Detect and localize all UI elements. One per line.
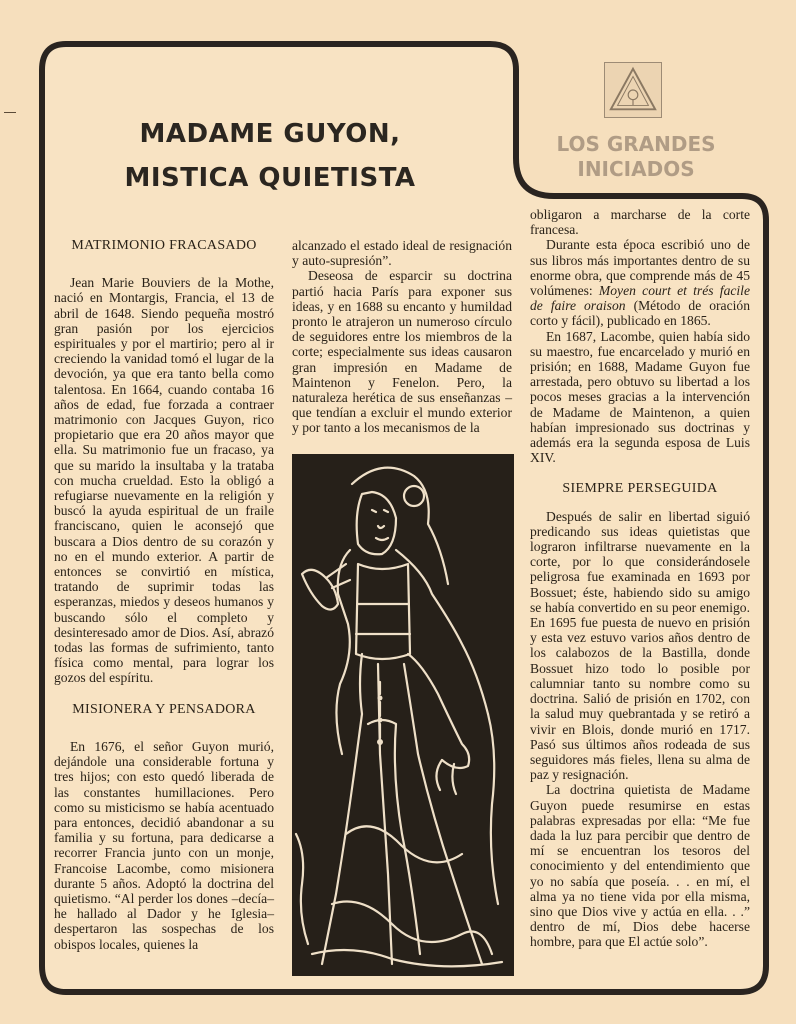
series-line-2: INICIADOS — [577, 157, 695, 181]
section-heading-siempre: SIEMPRE PERSEGUIDA — [562, 481, 718, 497]
column-2-paragraph-1: alcanzado el estado ideal de resignación y auto-supresión”. — [292, 238, 512, 269]
section-heading-matrimonio: MATRIMONIO FRACASADO — [71, 238, 257, 253]
article-title — [100, 112, 440, 200]
title-line-1: MADAME GUYON, — [139, 119, 401, 149]
margin-mark — [4, 112, 16, 113]
book-title: Moyen court et trés facile de faire oraison — [530, 283, 750, 314]
woodcut-illustration — [292, 454, 514, 976]
section-2-paragraph-1: En 1676, el señor Guyon murió, dejándole una considerable fortuna y tres hijos; con esto quedó liberada de las constantes humillaciones. Pero como su misticismo se había acentuado para entonces, decidió abandonar a su familia y su fortuna, para dedicarse a recorrer Francia junto con un monje, Francoise Lacombe, como misionera durante 5 años. Adoptó la doctrina del quietismo. “Al perder los dones –decía– he hallado al Dador y he Iglesia– despertaron las sospechas de los obispos locales, quienes la — [54, 738, 274, 952]
section-1-paragraph-1: Jean Marie Bouviers de la Mothe, nació en Montargis, Francia, el 13 de abril de 1648. Siendo pequeña mostró gran pasión por los ejercicios espirituales y por el martirio; pero al ir creciendo la vanidad tomó el lugar de la devoción, ya que era tanto bella como talentosa. En 1664, cuando contaba 16 años de edad, fue forzada a contraer matrimonio con Jacques Guyon, rico propietario que era 20 años mayor que ella. Su matrimonio fue un fracaso, ya que su marido la insultaba y la trataba con mucha crueldad. Esto la obligó a refugiarse nuevamente en la religión y buscó la ayuda espiritual de un fraile franciscano, quien le aconsejó que buscara a Dios dentro de su corazón y no en el mundo exterior. A partir de entonces se convirtió en mística, tratando de suprimir todas las esperanzas, miedos y deseos humanos y buscando sólo el completo y desinteresado amor de Dios. Así, abrazó todas las formas de sufrimiento, tanto física como mental, para lograr los gozos del espíritu. — [54, 275, 274, 686]
paragraph-text: Durante esta época escribió uno de sus libros más importantes dentro de su enorme obra, que comprende más de 45 volúmenes: — [530, 237, 750, 299]
section-heading-misionera: MISIONERA Y PENSADORA — [72, 701, 256, 717]
column-3-paragraph-1: obligaron a marcharse de la corte francesa. — [530, 207, 750, 238]
column-1 — [54, 238, 274, 952]
column-2 — [292, 238, 512, 436]
paragraph-text: (Método de oración corto y fácil), publicado en 1865. — [530, 298, 750, 329]
section-3-paragraph-1: Después de salir en libertad siguió predicando sus ideas quietistas que lograron infiltrarse nuevamente en la corte, por lo que considerándosele peligrosa fue examinada en 1693 por Bossuet; éste, habiendo sido su amigo se había convertido en su peor enemigo. En 1695 fue puesta de nuevo en prisión y esta vez estuvo varios años dentro de los calabozos de la Bastilla, donde Bossuet hizo todo lo posible por calumniar tanto su nombre como su doctrina. Salió de prisión en 1702, con la salud muy quebrantada y se retiró a vivir en Blois, donde murió en 1717. Pasó sus últimos años rodeada de sus seguidores más fieles, llena su alma de paz y resignación. — [530, 508, 750, 783]
section-3-paragraph-2: La doctrina quietista de Madame Guyon puede resumirse en estas palabras expresadas por ella: “Me fue dada la luz para percibir que dentro de mí se encuentran los tesoros del conocimiento y del entendimiento que yo no sabía que poseía. . . en mí, el alma ya no tiene vida por ella misma, sino que Dios vive y actúa en ella. . .” dentro de mí, Dios debe hacerse hombre, para que El actúe solo”. — [530, 782, 750, 950]
column-3-paragraph-3: En 1687, Lacombe, quien había sido su maestro, fue encarcelado y murió en prisión; en 1688, Madame Guyon fue arrestada, pero obtuvo su libertad a los pocos meses gracias a la intervención de Madame de Maintenon, a quien habían impresionado sus doctrinas y además era la segunda esposa de Luis XIV. — [530, 328, 750, 466]
series-line-1: LOS GRANDES — [556, 132, 716, 156]
column-3-paragraph-2 — [530, 237, 750, 328]
series-heading — [530, 132, 742, 182]
title-line-2: MISTICA QUIETISTA — [124, 163, 416, 193]
column-2-paragraph-2: Deseosa de esparcir su doctrina partió hacia París para exponer sus ideas, y en 1688 su encanto y humildad pronto le atrajeron un numeroso círculo de seguidores entre los miembros de la corte; especialmente sus ideas causaron gran impresión en Madame de Maintenon y Fenelon. Pero, la naturaleza herética de sus enseñanzas –que tendían a excluir el mundo exterior y por tanto a los mecanismos de la — [292, 268, 512, 436]
column-3 — [530, 207, 750, 950]
triangle-emblem-icon — [604, 62, 662, 118]
veiled-woman-woodcut-icon — [292, 454, 514, 976]
